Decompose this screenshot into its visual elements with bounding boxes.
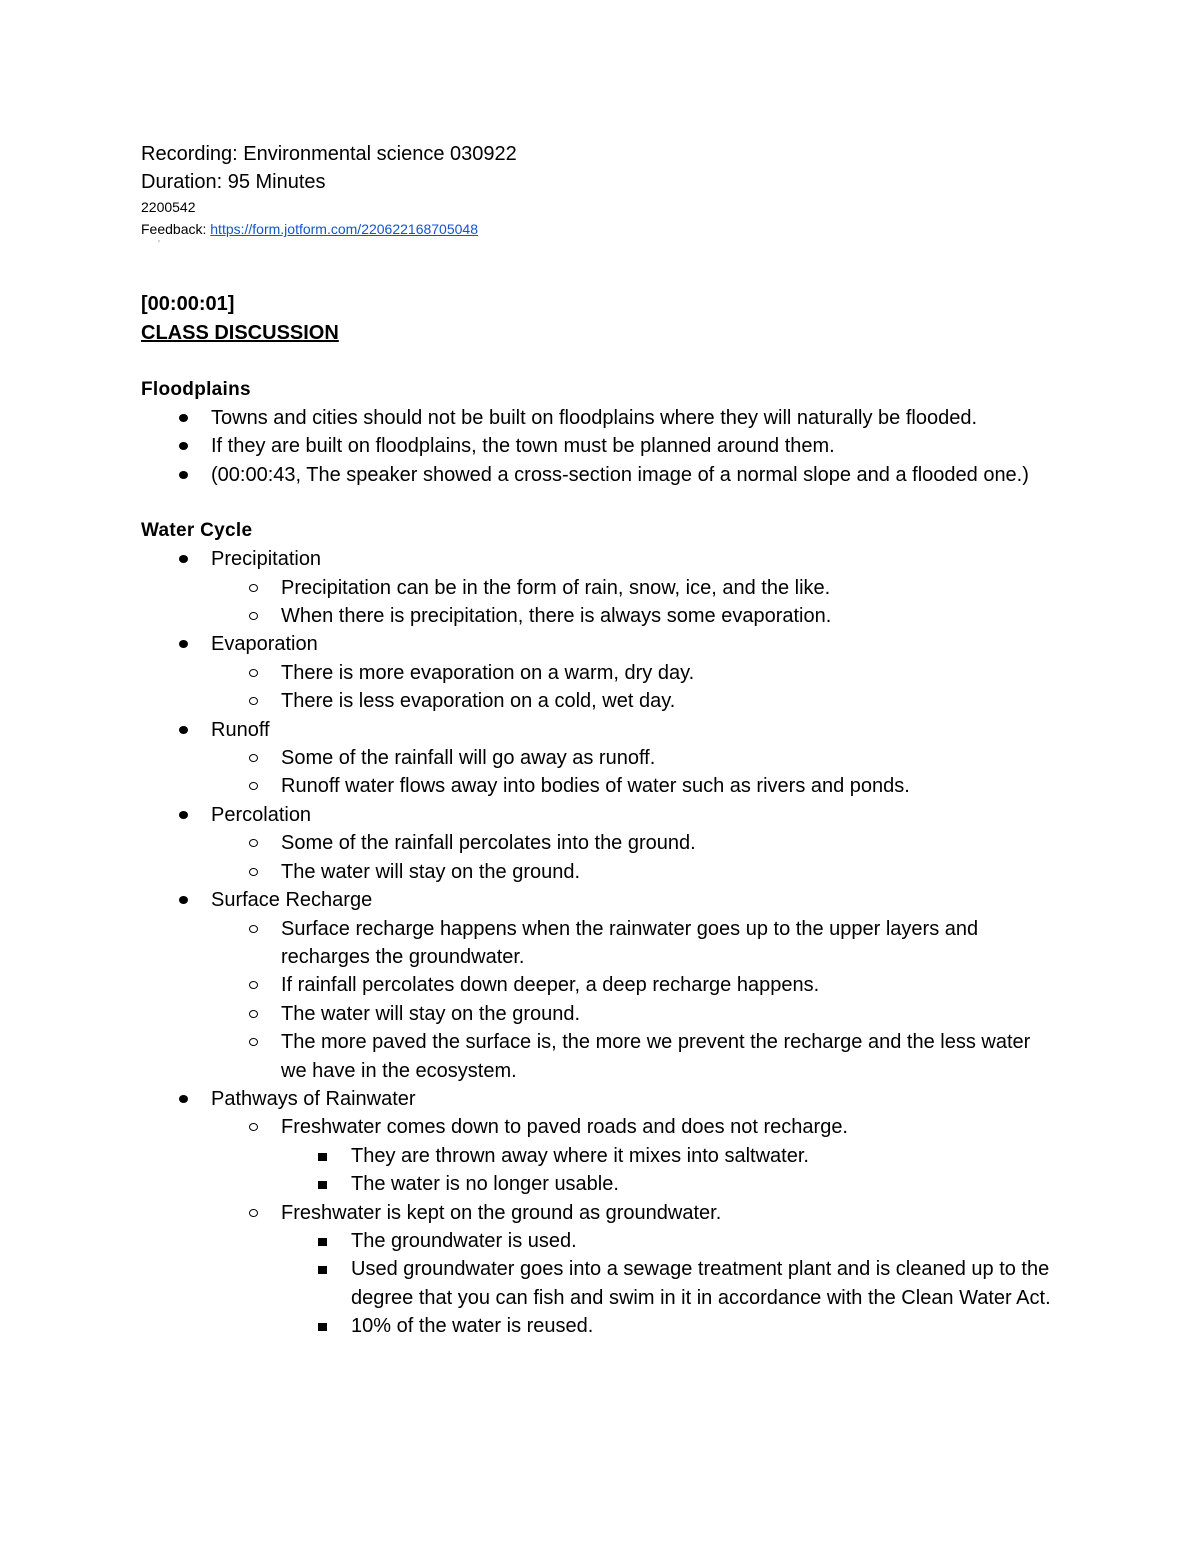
list-item-precipitation: Precipitation Precipitation can be in the form of rain, snow, ice, and the like. When there is precipitation, there is always some evaporation. bbox=[141, 545, 1061, 630]
circle-bullet-icon bbox=[249, 754, 258, 762]
sublist bbox=[211, 574, 1061, 631]
list-item: Used groundwater goes into a sewage treatment plant and is cleaned up to the degree that you can fish and swim in it in accordance with the Clean Water Act. bbox=[281, 1255, 1061, 1312]
water-cycle-list bbox=[141, 545, 1061, 1340]
id-line: 2200542 bbox=[141, 199, 196, 215]
list-item: Some of the rainfall will go away as runoff. bbox=[211, 744, 1061, 772]
list-item: Surface recharge happens when the rainwater goes up to the upper layers and recharges the groundwater. bbox=[211, 915, 1061, 972]
circle-bullet-icon bbox=[249, 868, 258, 876]
list-item: The groundwater is used. bbox=[281, 1227, 1061, 1255]
circle-bullet-icon bbox=[249, 1038, 258, 1046]
sublist bbox=[211, 829, 1061, 886]
circle-bullet-icon bbox=[249, 782, 258, 790]
section-title: CLASS DISCUSSION bbox=[141, 322, 339, 344]
circle-bullet-icon bbox=[249, 669, 258, 677]
sublist bbox=[211, 1113, 1061, 1340]
square-bullet-icon bbox=[318, 1323, 327, 1331]
list-item-runoff: Runoff Some of the rainfall will go away as runoff. Runoff water flows away into bodies of water such as rivers and ponds. bbox=[141, 716, 1061, 801]
list-item: When there is precipitation, there is always some evaporation. bbox=[211, 602, 1061, 630]
feedback-link[interactable]: https://form.jotform.com/220622168705048 bbox=[210, 221, 478, 237]
circle-bullet-icon bbox=[249, 612, 258, 620]
list-item: There is less evaporation on a cold, wet day. bbox=[211, 687, 1061, 715]
bullet-icon bbox=[179, 640, 188, 648]
list-item: 10% of the water is reused. bbox=[281, 1312, 1061, 1340]
floodplains-heading: Floodplains bbox=[141, 379, 251, 400]
circle-bullet-icon bbox=[249, 584, 258, 592]
document-page bbox=[141, 140, 1061, 1341]
circle-bullet-icon bbox=[249, 1010, 258, 1018]
list-item: Runoff water flows away into bodies of water such as rivers and ponds. bbox=[211, 772, 1061, 800]
bullet-icon bbox=[179, 555, 188, 563]
bullet-icon bbox=[179, 726, 188, 734]
recording-line: Recording: Environmental science 030922 bbox=[141, 143, 517, 165]
floodplains-list bbox=[141, 404, 1061, 489]
stray-mark: ' bbox=[158, 239, 160, 250]
circle-bullet-icon bbox=[249, 697, 258, 705]
list-item: Freshwater is kept on the ground as groundwater. The groundwater is used. Used groundwater goes into a sewage treatment plant and is cleaned up to the degree that you can fish and swim in it in accordance with the Clean Water Act. 10% of the water is reused. bbox=[211, 1199, 1061, 1341]
timestamp: [00:00:01] bbox=[141, 293, 235, 315]
square-bullet-icon bbox=[318, 1153, 327, 1161]
square-bullet-icon bbox=[318, 1266, 327, 1274]
list-item: Freshwater comes down to paved roads and does not recharge. They are thrown away where it mixes into saltwater. The water is no longer usable. bbox=[211, 1113, 1061, 1198]
list-item: The water will stay on the ground. bbox=[211, 858, 1061, 886]
list-item-pathways: Pathways of Rainwater Freshwater comes down to paved roads and does not recharge. They are thrown away where it mixes into saltwater. The water is no longer usable. Freshwater is kept on the ground as groundwater. The groundwater is used. Used groundwater goes into a sewage treatment plant and is cleaned up to the degree that you can fish and swim in it in accordance with the Clean Water Act. 10% of the water is reused. bbox=[141, 1085, 1061, 1341]
bullet-icon bbox=[179, 471, 188, 479]
bullet-icon bbox=[179, 1095, 188, 1103]
list-item: The water will stay on the ground. bbox=[211, 1000, 1061, 1028]
list-item: (00:00:43, The speaker showed a cross-section image of a normal slope and a flooded one.) bbox=[141, 461, 1061, 489]
list-item: Towns and cities should not be built on floodplains where they will naturally be flooded. bbox=[141, 404, 1061, 432]
list-item-percolation: Percolation Some of the rainfall percolates into the ground. The water will stay on the ground. bbox=[141, 801, 1061, 886]
circle-bullet-icon bbox=[249, 1123, 258, 1131]
bullet-icon bbox=[179, 896, 188, 904]
sublist bbox=[211, 915, 1061, 1085]
list-item-surface-recharge: Surface Recharge Surface recharge happens when the rainwater goes up to the upper layers and recharges the groundwater. If rainfall percolates down deeper, a deep recharge happens. The water will stay on the ground. The more paved the surface is, the more we prevent the recharge and the less water we have in the ecosystem. bbox=[141, 886, 1061, 1085]
bullet-icon bbox=[179, 811, 188, 819]
duration-line: Duration: 95 Minutes bbox=[141, 171, 326, 193]
list-item: If they are built on floodplains, the town must be planned around them. bbox=[141, 432, 1061, 460]
water-cycle-heading: Water Cycle bbox=[141, 520, 253, 542]
sublist bbox=[211, 659, 1061, 716]
circle-bullet-icon bbox=[249, 1209, 258, 1217]
bullet-icon bbox=[179, 442, 188, 450]
list-item: They are thrown away where it mixes into saltwater. bbox=[281, 1142, 1061, 1170]
feedback-label: Feedback: bbox=[141, 221, 207, 237]
square-bullet-icon bbox=[318, 1181, 327, 1189]
list-item-evaporation: Evaporation There is more evaporation on a warm, dry day. There is less evaporation on a cold, wet day. bbox=[141, 630, 1061, 715]
circle-bullet-icon bbox=[249, 981, 258, 989]
bullet-icon bbox=[179, 414, 188, 422]
list-item: Precipitation can be in the form of rain, snow, ice, and the like. bbox=[211, 574, 1061, 602]
sub-sublist bbox=[281, 1142, 1061, 1199]
circle-bullet-icon bbox=[249, 925, 258, 933]
square-bullet-icon bbox=[318, 1238, 327, 1246]
feedback-line bbox=[141, 218, 1061, 240]
sub-sublist bbox=[281, 1227, 1061, 1341]
list-item: There is more evaporation on a warm, dry day. bbox=[211, 659, 1061, 687]
list-item: Some of the rainfall percolates into the ground. bbox=[211, 829, 1061, 857]
sublist bbox=[211, 744, 1061, 801]
list-item: The water is no longer usable. bbox=[281, 1170, 1061, 1198]
circle-bullet-icon bbox=[249, 839, 258, 847]
list-item: The more paved the surface is, the more we prevent the recharge and the less water we have in the ecosystem. bbox=[211, 1028, 1061, 1085]
list-item: If rainfall percolates down deeper, a deep recharge happens. bbox=[211, 971, 1061, 999]
